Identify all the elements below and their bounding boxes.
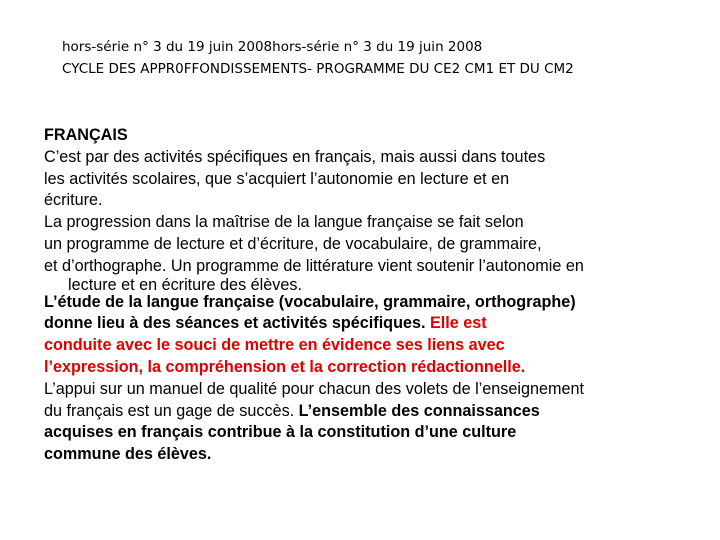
section-heading: FRANÇAIS <box>44 126 128 144</box>
body-line: acquises en français contribue à la constitution d’une culture <box>44 423 517 442</box>
document-body <box>44 125 704 466</box>
body-line: C’est par des activités spécifiques en français, mais aussi dans toutes <box>44 147 546 166</box>
body-line: La progression dans la maîtrise de la langue française se fait selon <box>44 213 524 232</box>
header-reference: hors-série n° 3 du 19 juin 2008hors-série n° 3 du 19 juin 2008 <box>62 39 483 55</box>
body-line: lecture et en écriture des élèves. <box>68 275 302 294</box>
bold-text: donne lieu à des séances et activités spécifiques. <box>44 314 430 333</box>
highlighted-line: conduite avec le souci de mettre en évidence ses liens avec <box>44 336 505 355</box>
normal-text: du français est un gage de succès. <box>44 401 299 420</box>
body-line: écriture. <box>44 191 103 210</box>
body-line: commune des élèves. <box>44 445 212 464</box>
header-title: CYCLE DES APPR0FFONDISSEMENTS- PROGRAMME DU CE2 CM1 ET DU CM2 <box>62 61 574 77</box>
body-line: les activités scolaires, que s’acquiert l’autonomie en lecture et en <box>44 169 510 188</box>
document-header <box>62 36 712 80</box>
body-line <box>44 401 704 423</box>
body-line: L’étude de la langue française (vocabulaire, grammaire, orthographe) <box>44 292 576 311</box>
highlighted-text: Elle est <box>429 314 487 333</box>
body-line: un programme de lecture et d’écriture, de vocabulaire, de grammaire, <box>44 234 542 253</box>
highlighted-line: l’expression, la compréhension et la correction rédactionnelle. <box>44 357 526 376</box>
body-line: L’appui sur un manuel de qualité pour chacun des volets de l’enseignement <box>44 379 584 398</box>
body-line: et d’orthographe. Un programme de littérature vient soutenir l’autonomie en <box>44 256 584 275</box>
bold-text: L’ensemble des connaissances <box>298 401 540 420</box>
body-line <box>44 313 704 335</box>
